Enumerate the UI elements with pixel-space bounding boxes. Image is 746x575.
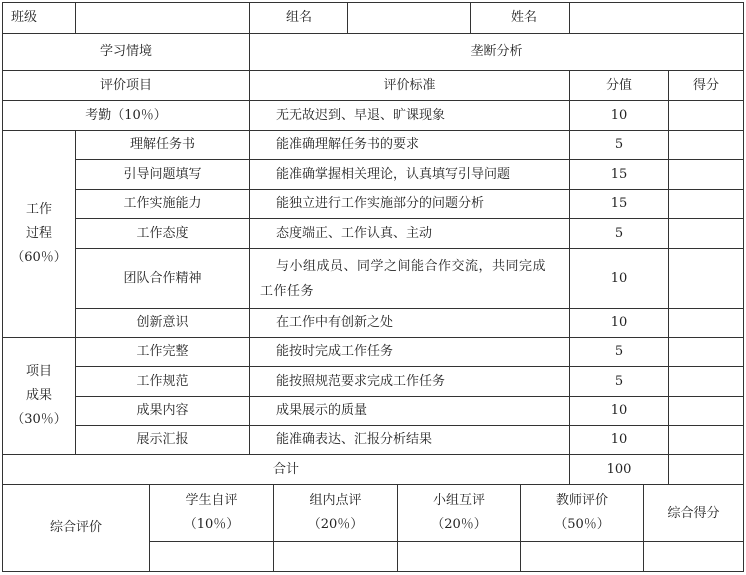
learning-situation-value: 垄断分析 <box>250 34 744 71</box>
overall-score-label: 综合得分 <box>644 485 744 542</box>
table-row-standard: 与小组成员、同学之间能合作交流，共同完成工作任务 <box>250 249 570 309</box>
table-row-value: 5 <box>570 367 669 397</box>
table-row-standard: 成果展示的质量 <box>250 397 570 426</box>
teacher-eval-label: 教师评价 <box>555 493 608 508</box>
group-eval-field[interactable] <box>274 542 398 572</box>
table-row-standard: 能准确掌握相关理论，认真填写引导问题 <box>250 160 570 190</box>
table-row-item: 理解任务书 <box>76 131 250 160</box>
score-field[interactable] <box>669 249 744 309</box>
column-header-item: 评价项目 <box>3 71 250 101</box>
column-header-score-value: 分值 <box>570 71 669 101</box>
project-result-category <box>3 338 76 455</box>
class-field[interactable] <box>76 3 250 34</box>
category-line: 项目 <box>25 364 52 379</box>
total-score-field[interactable] <box>669 455 744 485</box>
attendance-standard: 无无故迟到、早退、旷课现象 <box>250 101 570 131</box>
column-header-score-got: 得分 <box>669 71 744 101</box>
score-field[interactable] <box>669 367 744 397</box>
category-line: 工作 <box>25 202 52 217</box>
group-eval-header <box>274 485 398 542</box>
table-row-value: 15 <box>570 160 669 190</box>
table-row-value: 5 <box>570 338 669 367</box>
table-row-standard: 能按时完成工作任务 <box>250 338 570 367</box>
score-field[interactable] <box>669 309 744 338</box>
self-eval-weight: （10％） <box>183 517 240 532</box>
category-line: （60％） <box>11 250 67 265</box>
peer-eval-label: 小组互评 <box>432 493 485 508</box>
total-value: 100 <box>570 455 669 485</box>
category-line: 过程 <box>25 226 52 241</box>
self-eval-field[interactable] <box>150 542 274 572</box>
table-row-standard: 在工作中有创新之处 <box>250 309 570 338</box>
teacher-eval-weight: （50％） <box>554 517 610 532</box>
table-row-value: 10 <box>570 426 669 455</box>
work-process-category <box>3 131 76 338</box>
table-row-standard: 能准确表达、汇报分析结果 <box>250 426 570 455</box>
score-field[interactable] <box>669 190 744 219</box>
table-row-item: 引导问题填写 <box>76 160 250 190</box>
table-row-value: 10 <box>570 249 669 309</box>
group-eval-label: 组内点评 <box>309 493 362 508</box>
peer-eval-field[interactable] <box>398 542 521 572</box>
score-field[interactable] <box>669 397 744 426</box>
self-eval-header <box>150 485 274 542</box>
group-field[interactable] <box>348 3 471 34</box>
self-eval-label: 学生自评 <box>185 493 238 508</box>
group-eval-weight: （20％） <box>307 517 364 532</box>
table-row-value: 15 <box>570 190 669 219</box>
table-row-value: 5 <box>570 131 669 160</box>
class-label: 班级 <box>3 3 76 34</box>
learning-situation-label: 学习情境 <box>3 34 250 71</box>
name-label: 姓名 <box>471 3 570 34</box>
score-field[interactable] <box>669 131 744 160</box>
score-field[interactable] <box>669 219 744 249</box>
score-field[interactable] <box>669 160 744 190</box>
table-row-item: 创新意识 <box>76 309 250 338</box>
summary-table <box>2 484 744 572</box>
table-row-item: 工作实施能力 <box>76 190 250 219</box>
table-row-item: 成果内容 <box>76 397 250 426</box>
table-row-value: 5 <box>570 219 669 249</box>
group-label: 组名 <box>250 3 348 34</box>
teacher-eval-field[interactable] <box>521 542 644 572</box>
attendance-value: 10 <box>570 101 669 131</box>
teacher-eval-header <box>521 485 644 542</box>
category-line: （30％） <box>11 412 67 427</box>
table-row-standard: 能准确理解任务书的要求 <box>250 131 570 160</box>
evaluation-table <box>2 2 744 485</box>
peer-eval-header <box>398 485 521 542</box>
attendance-item: 考勤（10％） <box>3 101 250 131</box>
total-label: 合计 <box>3 455 570 485</box>
table-row-standard: 能按照规范要求完成工作任务 <box>250 367 570 397</box>
table-row-standard: 能独立进行工作实施部分的问题分析 <box>250 190 570 219</box>
table-row-value: 10 <box>570 309 669 338</box>
column-header-standard: 评价标准 <box>250 71 570 101</box>
table-row-item: 工作完整 <box>76 338 250 367</box>
table-row-value: 10 <box>570 397 669 426</box>
table-row-item: 工作态度 <box>76 219 250 249</box>
overall-score-field[interactable] <box>644 542 744 572</box>
summary-label: 综合评价 <box>3 485 150 572</box>
attendance-score-field[interactable] <box>669 101 744 131</box>
name-field[interactable] <box>570 3 744 34</box>
table-row-item: 团队合作精神 <box>76 249 250 309</box>
score-field[interactable] <box>669 338 744 367</box>
table-row-item: 工作规范 <box>76 367 250 397</box>
peer-eval-weight: （20％） <box>431 517 487 532</box>
table-row-item: 展示汇报 <box>76 426 250 455</box>
category-line: 成果 <box>25 388 52 403</box>
table-row-standard: 态度端正、工作认真、主动 <box>250 219 570 249</box>
score-field[interactable] <box>669 426 744 455</box>
evaluation-form <box>2 2 743 572</box>
